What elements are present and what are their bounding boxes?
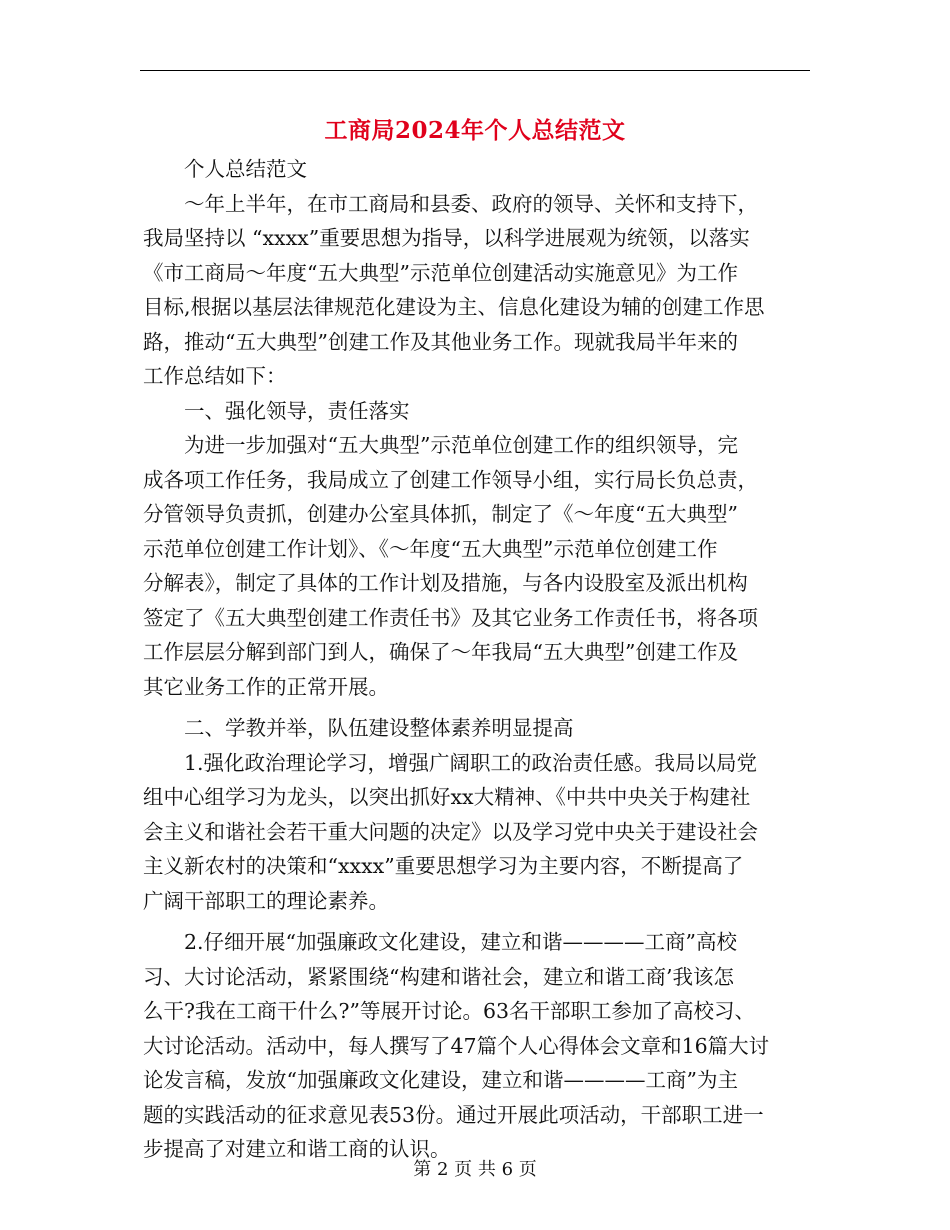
body-line: 大讨论活动。活动中，每人撰写了47篇个人心得体会文章和16篇大讨: [143, 1033, 770, 1058]
body-line: 步提高了对建立和谐工商的认识。: [143, 1137, 451, 1161]
header-rule: [140, 70, 810, 71]
body-line: 主义新农村的决策和“xxxx”重要思想学习为主要内容，不断提高了: [143, 854, 744, 878]
body-line: 会主义和谐社会若干重大问题的决定》以及学习党中央关于建设社会: [143, 819, 758, 844]
body-line: 工作总结如下：: [143, 364, 287, 388]
body-line: 分解表》，制定了具体的工作计划及措施，与各内设股室及派出机构: [143, 571, 748, 595]
body-line: 示范单位创建工作计划》、《～年度“五大典型”示范单位创建工作: [143, 536, 718, 561]
body-line: 组中心组学习为龙头，以突出抓好xx大精神、《中共中央关于构建社: [143, 785, 751, 809]
body-line: 为进一步加强对“五大典型”示范单位创建工作的组织领导，完: [184, 433, 738, 457]
body-line: 路，推动“五大典型”创建工作及其他业务工作。现就我局半年来的: [143, 329, 738, 354]
body-line: 签定了《五大典型创建工作责任书》及其它业务工作责任书，将各项: [143, 605, 758, 630]
body-line: ～年上半年，在市工商局和县委、政府的领导、关怀和支持下，: [184, 191, 758, 216]
body-line: 习、大讨论活动，紧紧围绕“构建和谐社会，建立和谐工商’我该怎: [143, 964, 734, 989]
body-line: 目标,根据以基层法律规范化建设为主、信息化建设为辅的创建工作思: [143, 295, 765, 319]
section-heading: 一、强化领导，责任落实: [184, 398, 410, 423]
body-line: 分管领导负责抓，创建办公室具体抓，制定了《～年度“五大典型”: [143, 502, 738, 526]
body-line: 1.强化政治理论学习，增强广阔职工的政治责任感。我局以局党: [184, 750, 758, 775]
body-line: 成各项工作任务，我局成立了创建工作领导小组，实行局长负总责，: [143, 467, 758, 492]
body-line: 题的实践活动的征求意见表53份。通过开展此项活动，干部职工进一: [143, 1102, 764, 1127]
body-line: 论发言稿，发放“加强廉政文化建设，建立和谐————工商”为主: [143, 1068, 738, 1092]
body-line: 《市工商局～年度“五大典型”示范单位创建活动实施意见》为工作: [143, 260, 738, 285]
section-heading: 二、学教并举，队伍建设整体素养明显提高: [184, 716, 574, 740]
body-line: 个人总结范文: [184, 157, 307, 181]
document-title: 工商局2024年个人总结范文: [324, 117, 626, 144]
document-body: [143, 152, 810, 1167]
body-line: 广阔干部职工的理论素养。: [143, 888, 389, 913]
page-number: 第 2 页 共 6 页: [413, 1159, 537, 1180]
body-line: 2.仔细开展“加强廉政文化建设，建立和谐————工商”高校: [184, 930, 738, 954]
body-line: 我局坚持以 “xxxx”重要思想为指导，以科学进展观为统领，以落实: [143, 226, 750, 250]
body-line: 其它业务工作的正常开展。: [143, 674, 389, 699]
body-line: 工作层层分解到部门到人，确保了～年我局“五大典型”创建工作及: [143, 640, 738, 664]
body-line: 么干?我在工商干什么?”等展开讨论。63名干部职工参加了高校习、: [143, 999, 756, 1023]
